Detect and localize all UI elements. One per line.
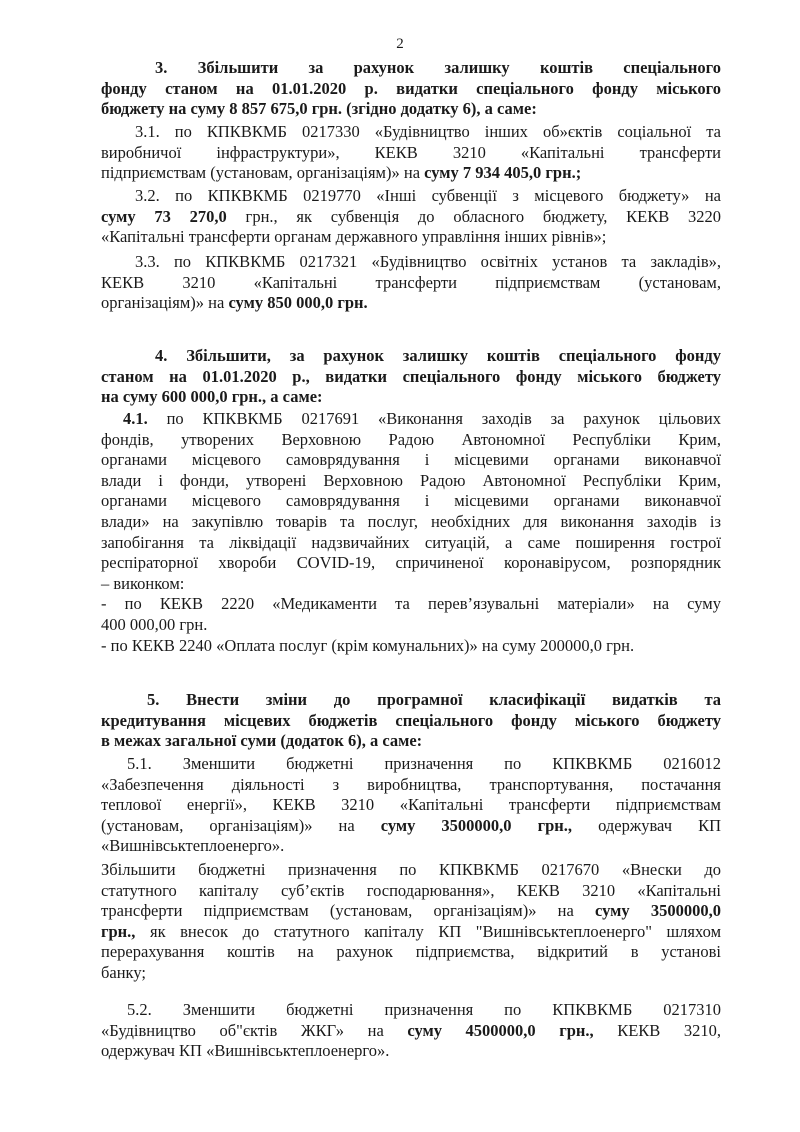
- heading-line: на суму 600 000,0 грн., а саме:: [101, 387, 323, 407]
- heading-line: 3. Збільшити за рахунок залишку коштів спеціального: [155, 58, 721, 77]
- text-line: респіраторної хвороби COVID-19, спричиненої коронавірусом, розпорядник: [101, 553, 721, 573]
- text-line: 3.2. по КПКВКМБ 0219770 «Інші субвенції з місцевого бюджету» на: [135, 186, 721, 205]
- text-line: органами місцевого самоврядування і місцевими органами виконавчої: [101, 450, 721, 470]
- text-line: теплової енергії», КЕКВ 3210 «Капітальні трансферти підприємствам: [101, 795, 721, 815]
- text-line: КЕКВ 3210,: [617, 1020, 721, 1040]
- text-line: грн., як субвенція до обласного бюджету, КЕКВ 3220: [245, 206, 721, 226]
- section-4-heading: [101, 346, 721, 408]
- page-number: 2: [396, 36, 404, 52]
- text-line: 5.1. Зменшити бюджетні призначення по КПКВКМБ 0216012: [127, 754, 721, 773]
- text-line: організаціям)» на: [101, 293, 225, 313]
- text-line: – виконком:: [101, 573, 185, 593]
- text-line: влади і фонди, утворені Верховною Радою Автономної Республіки Крим,: [101, 470, 721, 490]
- text-line: підприємствам (установам, організаціям)» на: [101, 163, 421, 183]
- text-line: банку;: [101, 962, 146, 982]
- heading-line: станом на 01.01.2020 р., видатки спеціального фонду міського бюджету: [101, 366, 721, 386]
- text-line: по КПКВКМБ 0217691 «Виконання заходів за рахунок цільових: [166, 409, 722, 428]
- item-5-2: [101, 1000, 721, 1062]
- amount: суму 3500000,0 грн.,: [380, 815, 573, 835]
- section-5-heading: [101, 690, 721, 752]
- text-line: статутного капіталу суб’єктів господарювання», КЕКВ 3210 «Капітальні: [101, 880, 721, 900]
- text-line: КЕКВ 3210 «Капітальні трансферти підприємствам (установам,: [101, 272, 721, 292]
- text-line: запобігання та ліквідації надзвичайних ситуацій, а саме поширення гострої: [101, 532, 721, 552]
- heading-line: фонду станом на 01.01.2020 р. видатки спеціального фонду міського: [101, 78, 721, 98]
- text-line: 5.2. Зменшити бюджетні призначення по КПКВКМБ 0217310: [127, 1000, 721, 1019]
- item-5-1-increase: [101, 860, 721, 984]
- amount: суму 7 934 405,0 грн.;: [424, 163, 582, 183]
- text-line: трансферти підприємствам (установам, організаціям)» на: [101, 901, 574, 921]
- item-5-1: [101, 754, 721, 857]
- text-line: (установам, організаціям)» на: [101, 815, 355, 835]
- text-line: 400 000,00 грн.: [101, 614, 208, 634]
- amount: суму 3500000,0: [595, 901, 721, 921]
- text-line: 3.3. по КПКВКМБ 0217321 «Будівництво освітніх установ та закладів»,: [135, 252, 721, 271]
- text-line: як внесок до статутного капіталу КП "Вишнівськтеплоенерго" шляхом: [149, 921, 722, 941]
- text-line: одержувач КП: [598, 815, 721, 835]
- text-line: влади» на закупівлю товарів та послуг, необхідних для виконання заходів із: [101, 511, 721, 531]
- text-line: «Забезпечення діяльності з виробництва, транспортування, постачання: [101, 774, 721, 794]
- heading-line: 5. Внести зміни до програмної класифікації видатків та: [147, 690, 721, 709]
- item-3-2: [101, 186, 721, 248]
- section-3-heading: [101, 58, 721, 120]
- text-line: «Будівництво об"єктів ЖКГ» на: [101, 1020, 384, 1040]
- item-number: 4.1.: [123, 409, 148, 428]
- heading-line: бюджету на суму 8 857 675,0 грн. (згідно додатку 6), а саме:: [101, 99, 537, 119]
- text-line: перерахування коштів на рахунок підприємства, відкритий в установі: [101, 942, 721, 962]
- item-3-1: [101, 122, 721, 184]
- amount: суму 4500000,0 грн.,: [407, 1020, 594, 1040]
- text-line: одержувач КП «Вишнівськтеплоенерго».: [101, 1041, 390, 1061]
- heading-line: 4. Збільшити, за рахунок залишку коштів спеціального фонду: [155, 346, 721, 365]
- amount: суму 850 000,0 грн.: [228, 293, 368, 313]
- text-line: - по КЕКВ 2220 «Медикаменти та перев’язувальні матеріали» на суму: [101, 594, 721, 614]
- item-4-1: [101, 409, 721, 656]
- text-line: Збільшити бюджетні призначення по КПКВКМБ 0217670 «Внески до: [101, 860, 721, 879]
- amount: грн.,: [101, 921, 136, 941]
- text-line: - по КЕКВ 2240 «Оплата послуг (крім комунальних)» на суму 200000,0 грн.: [101, 635, 635, 655]
- text-line: 3.1. по КПКВКМБ 0217330 «Будівництво інших об»єктів соціальної та: [135, 122, 721, 141]
- item-3-3: [101, 252, 721, 314]
- amount: суму 73 270,0: [101, 206, 227, 226]
- text-line: фондів, утворених Верховною Радою Автономної Республіки Крим,: [101, 429, 721, 449]
- text-line: виробничої інфраструктури», КЕКВ 3210 «Капітальні трансферти: [101, 142, 721, 162]
- text-line: органами місцевого самоврядування і місцевими органами виконавчої: [101, 491, 721, 511]
- heading-line: в межах загальної суми (додаток 6), а саме:: [101, 731, 423, 751]
- text-line: «Капітальні трансферти органам державного управління інших рівнів»;: [101, 227, 607, 247]
- text-line: «Вишнівськтеплоенерго».: [101, 836, 285, 856]
- heading-line: кредитування місцевих бюджетів спеціального фонду міського бюджету: [101, 710, 721, 730]
